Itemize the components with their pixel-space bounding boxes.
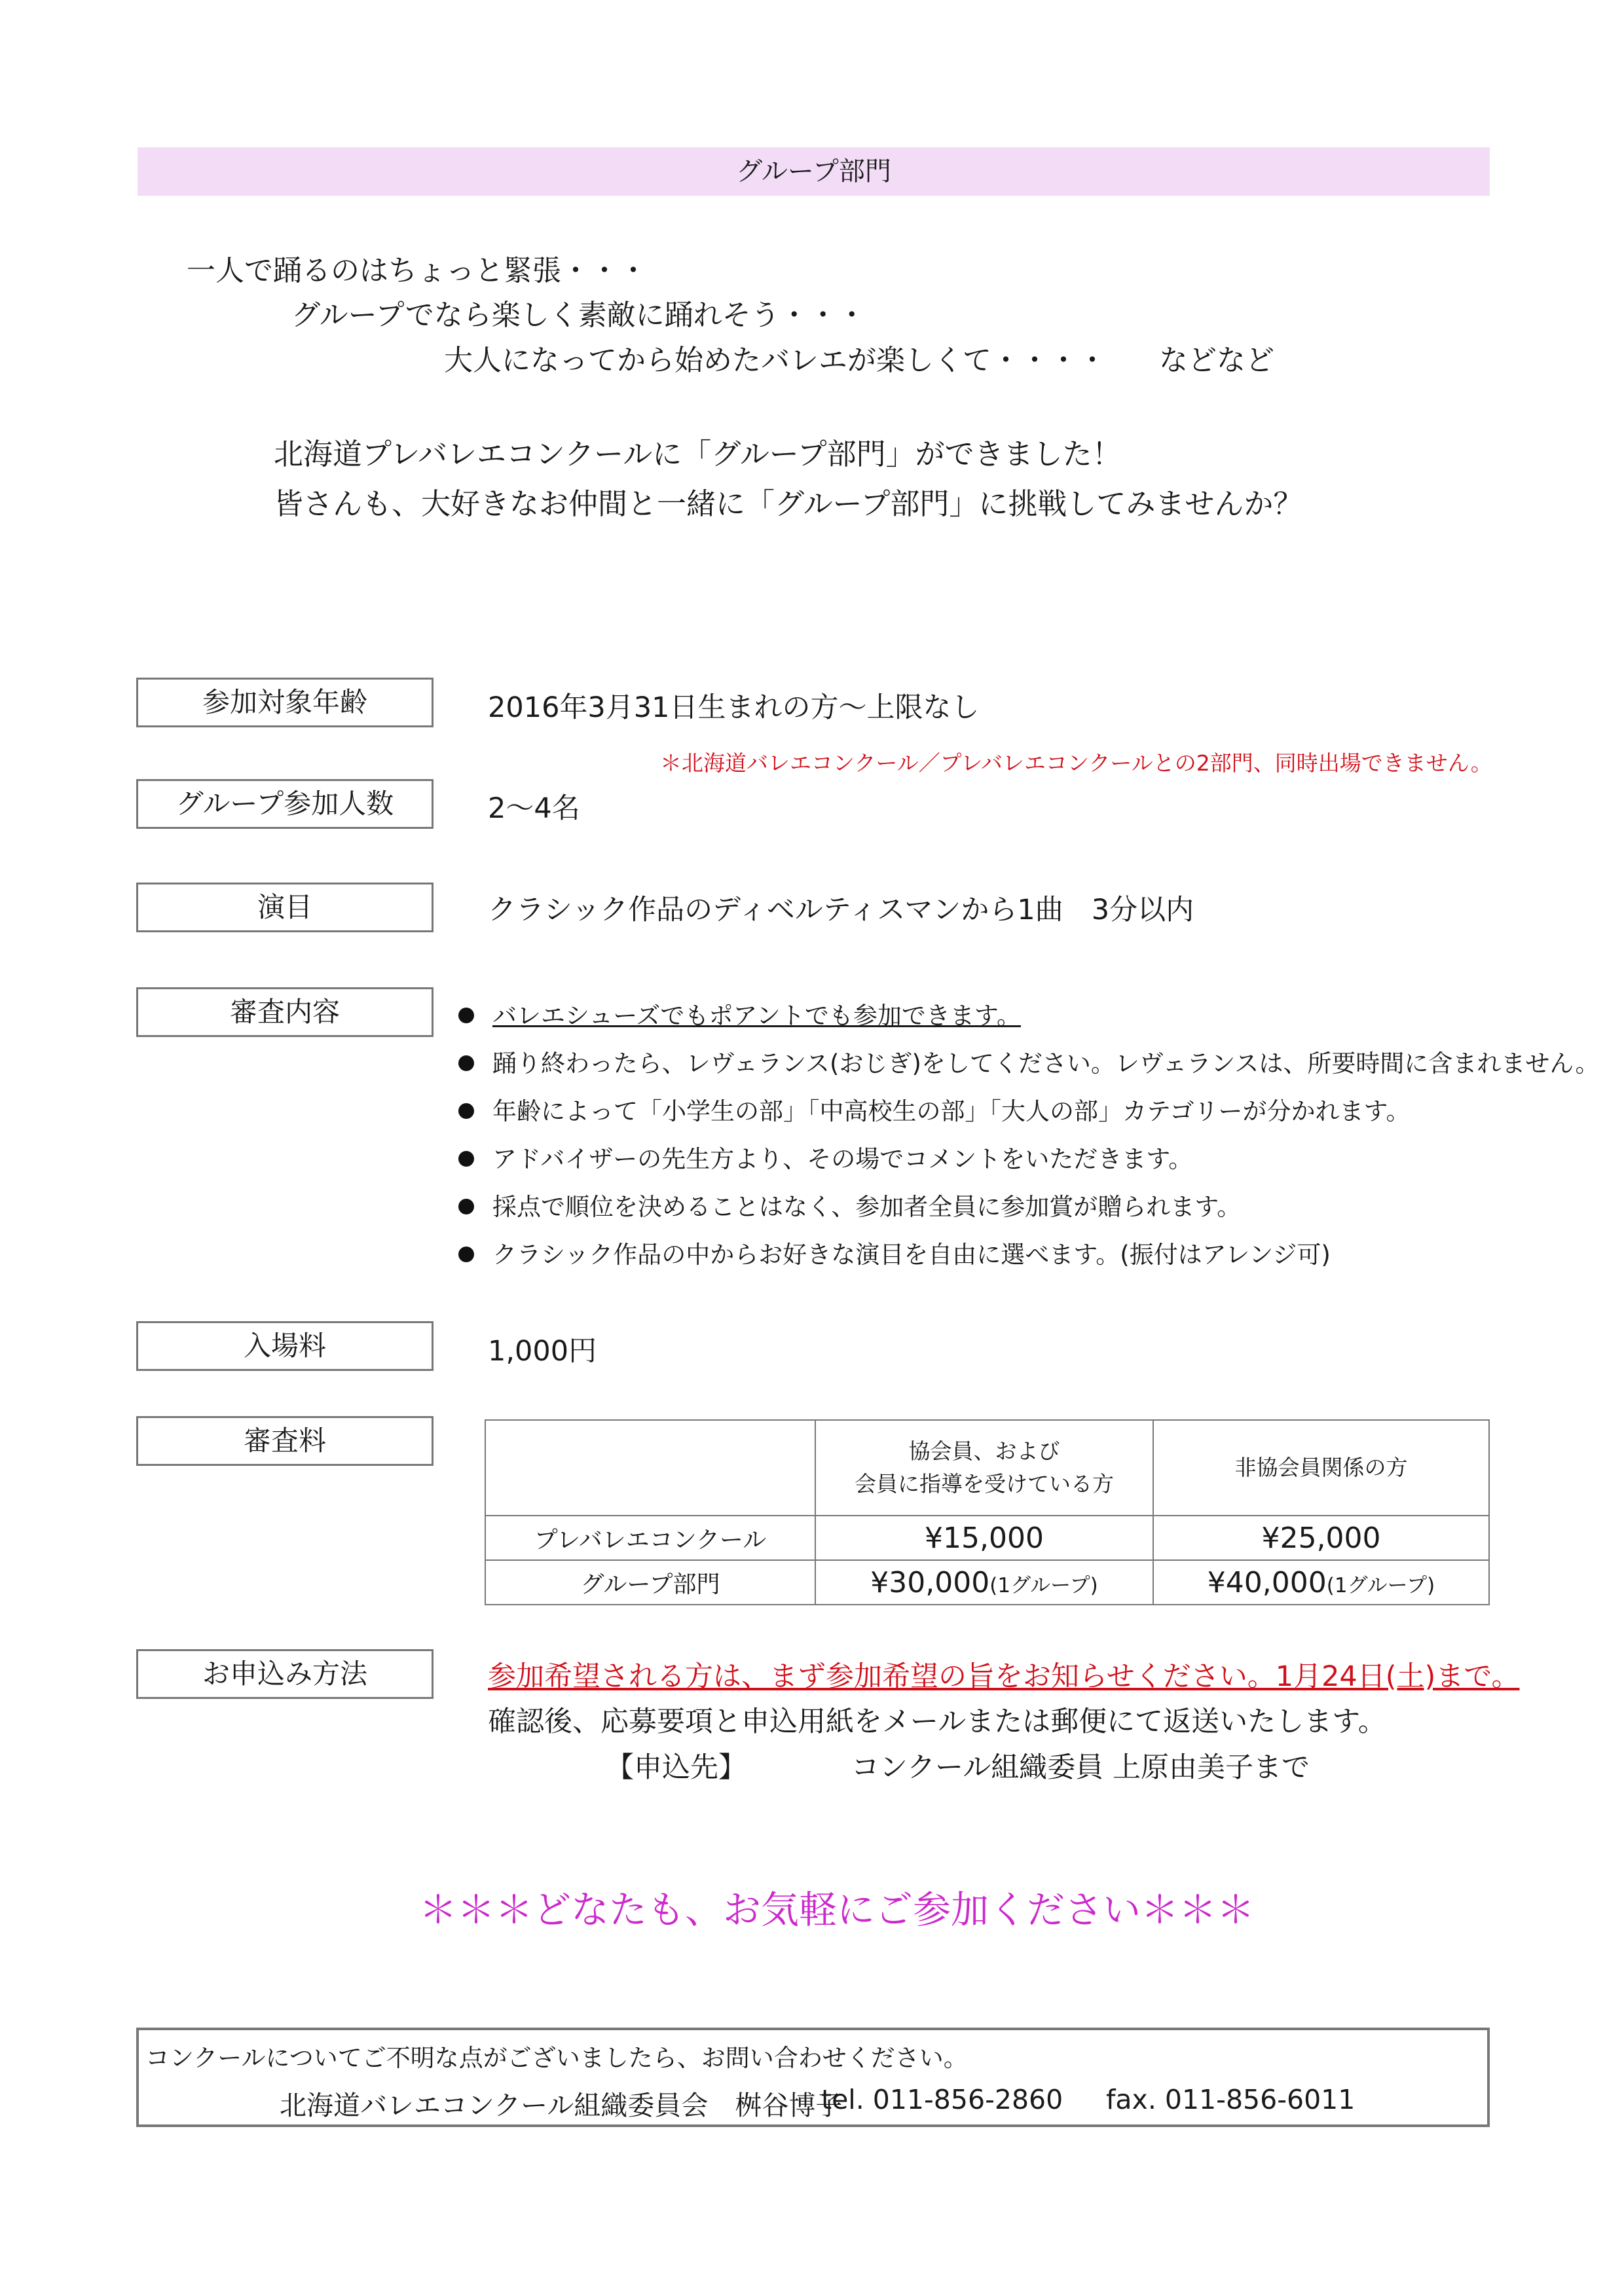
- fee-header-empty: [485, 1420, 815, 1516]
- age-value: 2016年3月31日生まれの方～上限なし: [488, 691, 980, 724]
- review-bullet: [458, 1040, 1600, 1087]
- apply-label: お申込み方法: [136, 1649, 434, 1699]
- contact-fax: fax. 011-856-6011: [1106, 2084, 1356, 2115]
- program-value: クラシック作品のディベルティスマンから1曲 3分以内: [488, 894, 1194, 926]
- fee-row-name: プレバレエコンクール: [485, 1516, 815, 1560]
- fee-amount: ¥25,000: [1261, 1521, 1381, 1555]
- fee-amount: ¥40,000: [1207, 1565, 1327, 1599]
- review-bullet-text: 年齢によって「小学生の部」「中高校生の部」「大人の部」カテゴリーが分かれます。: [492, 1097, 1411, 1125]
- apply-deadline: 参加希望される方は、まず参加希望の旨をお知らせください。1月24日(土)まで。: [488, 1660, 1520, 1693]
- contact-line1: コンクールについてご不明な点がございましたら、お問い合わせください。: [145, 2044, 968, 2072]
- bullet-icon: [458, 1151, 474, 1167]
- bullet-icon: [458, 1055, 474, 1071]
- contact-tel: tel. 011-856-2860: [821, 2084, 1063, 2115]
- fee-row-name: グループ部門: [485, 1560, 815, 1605]
- review-bullet-text: 踊り終わったら、レヴェランス(おじぎ)をしてください。レヴェランスは、所要時間に含まれません。: [492, 1049, 1600, 1078]
- fee-row-member: [815, 1516, 1153, 1560]
- fee-row-member: [815, 1560, 1153, 1605]
- fee-amount: ¥30,000: [870, 1565, 990, 1599]
- review-bullet: [458, 992, 1600, 1040]
- admission-label: 入場料: [136, 1321, 434, 1371]
- age-note: ＊北海道バレエコンクール／プレバレエコンクールとの2部門、同時出場できません。: [660, 750, 1492, 776]
- review-bullet: [458, 1231, 1600, 1279]
- age-label: 参加対象年齢: [136, 678, 434, 727]
- review-bullet-text: 採点で順位を決めることはなく、参加者全員に参加賞が贈られます。: [492, 1193, 1242, 1221]
- fee-row-nonmember: [1153, 1560, 1489, 1605]
- fee-table-row: [485, 1516, 1489, 1560]
- lead-line-2: 皆さんも、大好きなお仲間と一緒に「グループ部門」に挑戦してみませんか？: [274, 486, 1303, 521]
- lead-line-1: 北海道プレバレエコンクールに「グループ部門」ができました！: [274, 437, 1122, 471]
- review-bullet-text: アドバイザーの先生方より、その場でコメントをいただきます。: [492, 1145, 1193, 1173]
- intro-line-2: グループでなら楽しく素敵に踊れそう・・・: [291, 299, 866, 332]
- section-title-banner: グループ部門: [138, 147, 1490, 196]
- review-bullet-text: バレエシューズでもポアントでも参加できます。: [492, 1002, 1021, 1030]
- bullet-icon: [458, 1247, 474, 1262]
- apply-procedure: 確認後、応募要項と申込用紙をメールまたは郵便にて返送いたします。: [488, 1705, 1386, 1738]
- review-bullet-text: クラシック作品の中からお好きな演目を自由に選べます。(振付はアレンジ可): [492, 1241, 1331, 1269]
- admission-value: 1,000円: [488, 1335, 597, 1368]
- intro-line-3: 大人になってから始めたバレエが楽しくて・・・・: [444, 344, 1107, 377]
- contact-box: [136, 2028, 1490, 2127]
- closing-message: ＊＊＊どなたも、お気軽にご参加ください＊＊＊: [419, 1887, 1255, 1932]
- bullet-icon: [458, 1008, 474, 1023]
- review-label: 審査内容: [136, 987, 434, 1037]
- apply-to-value: コンクール組織委員 上原由美子まで: [851, 1751, 1310, 1784]
- fee-table-header-row: [485, 1420, 1489, 1516]
- fee-unit: (1グループ): [989, 1573, 1098, 1597]
- intro-etc: などなど: [1159, 344, 1274, 377]
- review-bullet: [458, 1183, 1600, 1231]
- fee-amount: ¥15,000: [925, 1521, 1044, 1555]
- group-size-value: 2～4名: [488, 792, 580, 825]
- review-bullet: [458, 1135, 1600, 1183]
- intro-line-1: 一人で踊るのはちょっと緊張・・・: [187, 254, 648, 287]
- contact-org: 北海道バレエコンクール組織委員会 桝谷博子: [280, 2090, 843, 2121]
- bullet-icon: [458, 1103, 474, 1119]
- bullet-icon: [458, 1199, 474, 1214]
- fee-header-member: [815, 1420, 1153, 1516]
- fee-table: [485, 1419, 1490, 1605]
- review-bullet: [458, 1087, 1600, 1135]
- program-label: 演目: [136, 883, 434, 932]
- fee-header-member-line1: 協会員、および: [908, 1438, 1060, 1464]
- fee-row-nonmember: [1153, 1516, 1489, 1560]
- fee-unit: (1グループ): [1326, 1573, 1435, 1597]
- fees-label: 審査料: [136, 1416, 434, 1466]
- fee-header-member-line2: 会員に指導を受けている方: [855, 1471, 1114, 1497]
- apply-to-label: 【申込先】: [606, 1751, 747, 1784]
- group-size-label: グループ参加人数: [136, 779, 434, 829]
- fee-table-row: [485, 1560, 1489, 1605]
- fee-header-nonmember: 非協会員関係の方: [1153, 1420, 1489, 1516]
- review-bullet-list: [458, 992, 1600, 1279]
